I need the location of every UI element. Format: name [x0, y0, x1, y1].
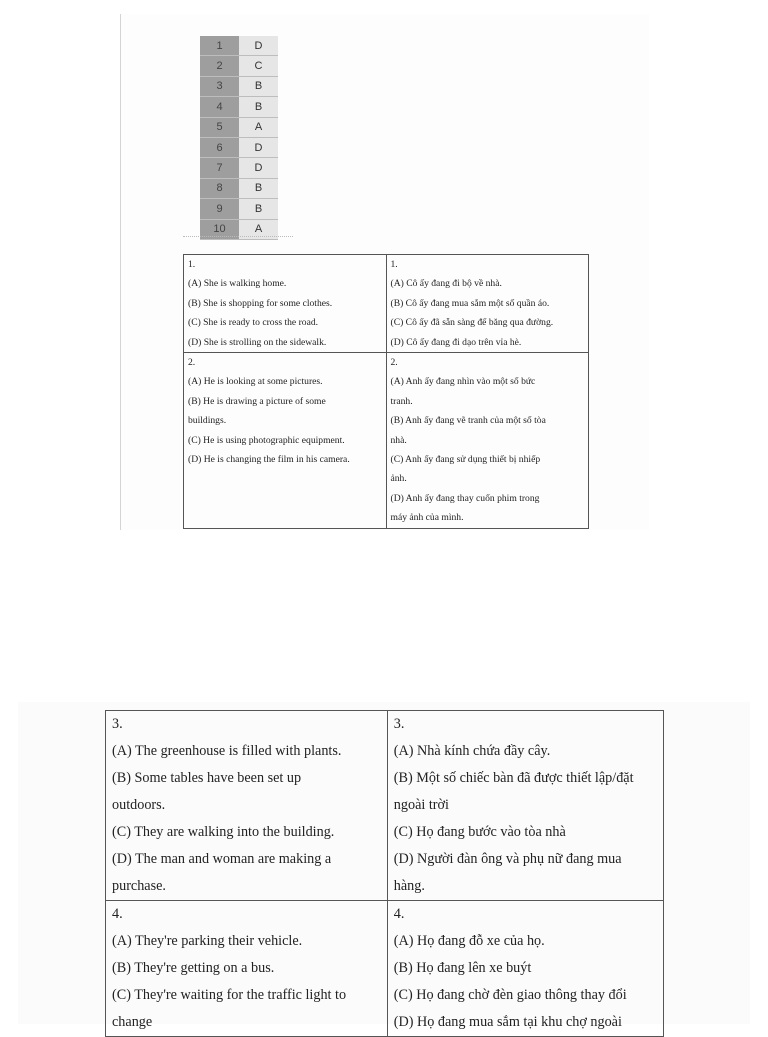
text-line: máy ảnh của mình. [390, 512, 464, 524]
answer-key-letter: D [239, 137, 278, 157]
text-line: (D) Cô ấy đang đi dạo trên vỉa hè. [390, 336, 522, 348]
text-line: hàng. [393, 878, 425, 894]
answer-key-number: 9 [200, 199, 239, 219]
answer-key-number: 4 [200, 97, 239, 117]
text-line: 3. [112, 716, 123, 732]
vietnamese-cell [387, 711, 663, 901]
text-line: (B) He is drawing a picture of some [188, 395, 326, 407]
text-line: (D) Anh ấy đang thay cuốn phim trong [390, 492, 540, 504]
text-line: 4. [112, 906, 123, 922]
text-line: (C) They're waiting for the traffic light to [112, 987, 347, 1003]
text-line: (A) Anh ấy đang nhìn vào một số bức [390, 376, 536, 388]
english-cell [106, 711, 388, 901]
text-line: (C) He is using photographic equipment. [188, 434, 345, 446]
text-line: (C) Họ đang chờ đèn giao thông thay đổi [393, 987, 627, 1003]
answer-key-caption [183, 236, 293, 243]
answer-key-row [200, 56, 278, 76]
vietnamese-cell [387, 901, 663, 1037]
answer-key-letter: D [239, 158, 278, 178]
answer-key-letter: A [239, 219, 278, 239]
answer-key-letter: B [239, 76, 278, 96]
answer-key-row [200, 76, 278, 96]
text-line: 2. [188, 357, 196, 369]
text-line: (A) Họ đang đỗ xe của họ. [393, 933, 545, 949]
text-line: tranh. [390, 395, 413, 407]
answer-key-letter: A [239, 117, 278, 137]
answer-key-number: 10 [200, 219, 239, 239]
text-line: 4. [393, 906, 405, 922]
text-line: (B) Họ đang lên xe buýt [393, 960, 532, 976]
text-line: (A) He is looking at some pictures. [188, 376, 323, 388]
text-line: (D) She is strolling on the sidewalk. [188, 336, 327, 348]
text-line: (C) They are walking into the building. [112, 824, 335, 840]
answer-key-letter: B [239, 178, 278, 198]
text-line: (A) They're parking their vehicle. [112, 933, 303, 949]
table-row [184, 353, 589, 529]
text-line: outdoors. [112, 797, 166, 813]
english-cell [184, 353, 387, 529]
question-table-2 [105, 710, 664, 1037]
text-line: (B) Some tables have been set up [112, 770, 302, 786]
text-line: 1. [188, 259, 196, 270]
text-line: (B) She is shopping for some clothes. [188, 297, 333, 309]
text-line: (B) They're getting on a bus. [112, 960, 275, 976]
text-line: (D) He is changing the film in his camera. [188, 454, 350, 466]
answer-key-row [200, 158, 278, 178]
text-line: (D) Người đàn ông và phụ nữ đang mua [393, 851, 622, 867]
answer-key-number: 2 [200, 56, 239, 76]
text-line: (B) Cô ấy đang mua sắm một số quần áo. [390, 297, 550, 309]
vietnamese-cell [386, 353, 589, 529]
text-line: (C) Anh ấy đang sử dụng thiết bị nhiếp [390, 454, 541, 466]
vietnamese-cell [386, 255, 589, 353]
text-line: ngoài trời [393, 797, 449, 813]
text-line: change [112, 1014, 153, 1030]
text-line: (A) She is walking home. [188, 278, 287, 290]
text-line: (B) Anh ấy đang vẽ tranh của một số tòa [390, 415, 546, 427]
answer-key-number: 6 [200, 137, 239, 157]
answer-key-row [200, 36, 278, 56]
text-line: ảnh. [390, 473, 407, 485]
text-line: purchase. [112, 878, 166, 894]
table-row [184, 255, 589, 353]
text-line: (C) Họ đang bước vào tòa nhà [393, 824, 566, 840]
answer-key-row [200, 97, 278, 117]
table-row [106, 901, 664, 1037]
answer-key-number: 7 [200, 158, 239, 178]
answer-key-row [200, 178, 278, 198]
text-line: 2. [390, 357, 398, 369]
english-cell [184, 255, 387, 353]
text-line: (A) Cô ấy đang đi bộ về nhà. [390, 278, 502, 290]
answer-key-number: 8 [200, 178, 239, 198]
english-cell [106, 901, 388, 1037]
text-line: 3. [393, 716, 405, 732]
text-line: (A) The greenhouse is filled with plants. [112, 743, 342, 759]
answer-key-number: 5 [200, 117, 239, 137]
answer-key-letter: B [239, 97, 278, 117]
text-line: (B) Một số chiếc bàn đã được thiết lập/đặt [393, 770, 634, 786]
text-line: nhà. [390, 434, 407, 446]
question-table-1 [183, 254, 589, 529]
answer-key-number: 3 [200, 76, 239, 96]
text-line: 1. [390, 259, 398, 270]
text-line: buildings. [188, 415, 227, 427]
table-row [106, 711, 664, 901]
answer-key-row [200, 117, 278, 137]
text-line: (C) She is ready to cross the road. [188, 317, 319, 329]
text-line: (D) The man and woman are making a [112, 851, 332, 867]
answer-key-number: 1 [200, 36, 239, 56]
answer-key-row [200, 137, 278, 157]
answer-key-letter: C [239, 56, 278, 76]
text-line: (A) Nhà kính chứa đầy cây. [393, 743, 551, 759]
answer-key-table [200, 36, 278, 240]
answer-key-letter: B [239, 199, 278, 219]
answer-key-row [200, 199, 278, 219]
text-line: (C) Cô ấy đã sẵn sàng để băng qua đường. [390, 317, 554, 329]
text-line: (D) Họ đang mua sắm tại khu chợ ngoài [393, 1014, 622, 1030]
answer-key-letter: D [239, 36, 278, 56]
